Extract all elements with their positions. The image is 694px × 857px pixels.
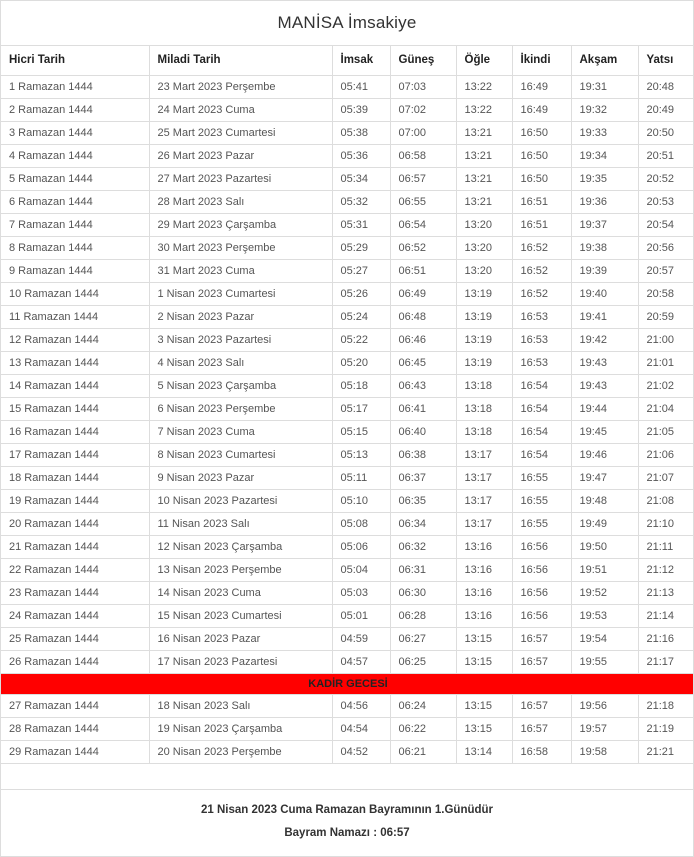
- table-row: [1, 443, 694, 466]
- table-cell: 19:48: [571, 489, 638, 512]
- table-cell: 06:25: [390, 650, 456, 673]
- table-cell: 06:34: [390, 512, 456, 535]
- table-cell: 13:18: [456, 420, 512, 443]
- table-cell: 1 Nisan 2023 Cumartesi: [149, 282, 332, 305]
- table-cell: 04:59: [332, 627, 390, 650]
- table-cell: 16:51: [512, 190, 571, 213]
- table-cell: 2 Ramazan 1444: [1, 98, 149, 121]
- table-row: [1, 190, 694, 213]
- table-cell: 05:31: [332, 213, 390, 236]
- table-cell: 13:18: [456, 397, 512, 420]
- table-row: [1, 213, 694, 236]
- table-cell: 19:43: [571, 374, 638, 397]
- table-cell: 16:56: [512, 581, 571, 604]
- table-cell: 16:54: [512, 397, 571, 420]
- table-cell: 5 Ramazan 1444: [1, 167, 149, 190]
- table-cell: 05:34: [332, 167, 390, 190]
- table-cell: 21:06: [638, 443, 694, 466]
- table-cell: 24 Ramazan 1444: [1, 604, 149, 627]
- table-cell: 23 Ramazan 1444: [1, 581, 149, 604]
- table-row: [1, 374, 694, 397]
- table-row: [1, 694, 694, 717]
- table-cell: 16:50: [512, 167, 571, 190]
- table-row: [1, 259, 694, 282]
- table-cell: 07:02: [390, 98, 456, 121]
- table-cell: 13 Ramazan 1444: [1, 351, 149, 374]
- table-cell: 20:52: [638, 167, 694, 190]
- table-cell: 16:53: [512, 328, 571, 351]
- table-cell: 16:55: [512, 466, 571, 489]
- table-cell: 16:56: [512, 535, 571, 558]
- table-cell: 16:57: [512, 694, 571, 717]
- table-row: [1, 351, 694, 374]
- table-cell: 16:54: [512, 374, 571, 397]
- table-cell: 3 Ramazan 1444: [1, 121, 149, 144]
- table-cell: 06:22: [390, 717, 456, 740]
- table-cell: 22 Ramazan 1444: [1, 558, 149, 581]
- table-cell: 16 Nisan 2023 Pazar: [149, 627, 332, 650]
- table-cell: 05:01: [332, 604, 390, 627]
- table-cell: 16:58: [512, 740, 571, 763]
- table-cell: 06:45: [390, 351, 456, 374]
- table-cell: 13:20: [456, 259, 512, 282]
- table-cell: 12 Ramazan 1444: [1, 328, 149, 351]
- table-cell: 13:22: [456, 98, 512, 121]
- table-cell: 28 Ramazan 1444: [1, 717, 149, 740]
- table-cell: 16:49: [512, 98, 571, 121]
- table-cell: 13:21: [456, 167, 512, 190]
- table-cell: 19:52: [571, 581, 638, 604]
- table-cell: 13:21: [456, 190, 512, 213]
- table-cell: 19:49: [571, 512, 638, 535]
- table-cell: 05:03: [332, 581, 390, 604]
- table-cell: 18 Nisan 2023 Salı: [149, 694, 332, 717]
- bottom-spacer: [1, 764, 693, 790]
- table-cell: 06:31: [390, 558, 456, 581]
- table-cell: 19:54: [571, 627, 638, 650]
- table-cell: 06:48: [390, 305, 456, 328]
- table-cell: 21:07: [638, 466, 694, 489]
- table-cell: 16:54: [512, 420, 571, 443]
- table-cell: 20:56: [638, 236, 694, 259]
- table-cell: 4 Nisan 2023 Salı: [149, 351, 332, 374]
- table-cell: 06:49: [390, 282, 456, 305]
- table-cell: 20:57: [638, 259, 694, 282]
- table-cell: 21:00: [638, 328, 694, 351]
- table-cell: 13:18: [456, 374, 512, 397]
- table-cell: 20:53: [638, 190, 694, 213]
- table-cell: 05:27: [332, 259, 390, 282]
- table-cell: 6 Nisan 2023 Perşembe: [149, 397, 332, 420]
- table-cell: 19:32: [571, 98, 638, 121]
- table-cell: 06:40: [390, 420, 456, 443]
- table-cell: 21:18: [638, 694, 694, 717]
- table-cell: 13:15: [456, 717, 512, 740]
- table-cell: 16:57: [512, 650, 571, 673]
- table-cell: 3 Nisan 2023 Pazartesi: [149, 328, 332, 351]
- bayram-day-note: 21 Nisan 2023 Cuma Ramazan Bayramının 1.Günüdür: [200, 804, 494, 816]
- table-cell: 16:53: [512, 351, 571, 374]
- column-header: İmsak: [332, 46, 390, 75]
- table-row: [1, 604, 694, 627]
- table-cell: 9 Ramazan 1444: [1, 259, 149, 282]
- table-row: [1, 512, 694, 535]
- table-cell: 21 Ramazan 1444: [1, 535, 149, 558]
- table-cell: 20:50: [638, 121, 694, 144]
- table-cell: 19:36: [571, 190, 638, 213]
- table-cell: 06:58: [390, 144, 456, 167]
- table-cell: 4 Ramazan 1444: [1, 144, 149, 167]
- table-cell: 21:11: [638, 535, 694, 558]
- table-cell: 05:41: [332, 75, 390, 98]
- table-cell: 7 Ramazan 1444: [1, 213, 149, 236]
- table-cell: 19:46: [571, 443, 638, 466]
- table-cell: 13 Nisan 2023 Perşembe: [149, 558, 332, 581]
- table-cell: 05:29: [332, 236, 390, 259]
- table-cell: 7 Nisan 2023 Cuma: [149, 420, 332, 443]
- column-header: Yatsı: [638, 46, 694, 75]
- table-row: [1, 75, 694, 98]
- table-cell: 19 Ramazan 1444: [1, 489, 149, 512]
- table-cell: 11 Nisan 2023 Salı: [149, 512, 332, 535]
- table-cell: 27 Ramazan 1444: [1, 694, 149, 717]
- table-cell: 13:17: [456, 443, 512, 466]
- table-cell: 20 Ramazan 1444: [1, 512, 149, 535]
- table-row: [1, 581, 694, 604]
- table-cell: 06:57: [390, 167, 456, 190]
- table-cell: 19:35: [571, 167, 638, 190]
- table-cell: 16:50: [512, 121, 571, 144]
- table-cell: 05:17: [332, 397, 390, 420]
- table-cell: 2 Nisan 2023 Pazar: [149, 305, 332, 328]
- table-cell: 19:53: [571, 604, 638, 627]
- table-row: [1, 236, 694, 259]
- table-cell: 17 Nisan 2023 Pazartesi: [149, 650, 332, 673]
- table-cell: 24 Mart 2023 Cuma: [149, 98, 332, 121]
- table-cell: 19:41: [571, 305, 638, 328]
- table-row: [1, 717, 694, 740]
- table-cell: 13:15: [456, 694, 512, 717]
- table-cell: 06:55: [390, 190, 456, 213]
- table-cell: 19:44: [571, 397, 638, 420]
- table-row: [1, 397, 694, 420]
- table-cell: 06:28: [390, 604, 456, 627]
- table-cell: 12 Nisan 2023 Çarşamba: [149, 535, 332, 558]
- table-cell: 20:59: [638, 305, 694, 328]
- table-cell: 30 Mart 2023 Perşembe: [149, 236, 332, 259]
- table-cell: 17 Ramazan 1444: [1, 443, 149, 466]
- table-cell: 13:19: [456, 328, 512, 351]
- table-cell: 13:21: [456, 144, 512, 167]
- table-cell: 19:40: [571, 282, 638, 305]
- table-cell: 16:55: [512, 489, 571, 512]
- table-cell: 21:12: [638, 558, 694, 581]
- table-cell: 05:08: [332, 512, 390, 535]
- table-row: [1, 558, 694, 581]
- table-cell: 8 Nisan 2023 Cumartesi: [149, 443, 332, 466]
- table-cell: 13:15: [456, 650, 512, 673]
- table-cell: 05:39: [332, 98, 390, 121]
- table-cell: 6 Ramazan 1444: [1, 190, 149, 213]
- table-cell: 21:01: [638, 351, 694, 374]
- table-cell: 16:53: [512, 305, 571, 328]
- table-cell: 16:56: [512, 604, 571, 627]
- table-cell: 13:21: [456, 121, 512, 144]
- table-cell: 13:19: [456, 282, 512, 305]
- table-cell: 20 Nisan 2023 Perşembe: [149, 740, 332, 763]
- table-cell: 19:37: [571, 213, 638, 236]
- table-row: [1, 627, 694, 650]
- table-cell: 06:54: [390, 213, 456, 236]
- table-row: [1, 282, 694, 305]
- table-row: [1, 535, 694, 558]
- table-cell: 05:18: [332, 374, 390, 397]
- table-cell: 21:10: [638, 512, 694, 535]
- table-cell: 13:15: [456, 627, 512, 650]
- kadir-gecesi-label: KADİR GECESİ: [1, 673, 694, 694]
- table-row: [1, 305, 694, 328]
- table-cell: 13:20: [456, 213, 512, 236]
- column-header: Akşam: [571, 46, 638, 75]
- table-cell: 07:00: [390, 121, 456, 144]
- table-cell: 20:51: [638, 144, 694, 167]
- table-cell: 21:05: [638, 420, 694, 443]
- table-cell: 13:16: [456, 558, 512, 581]
- table-cell: 5 Nisan 2023 Çarşamba: [149, 374, 332, 397]
- table-cell: 26 Ramazan 1444: [1, 650, 149, 673]
- table-cell: 19:31: [571, 75, 638, 98]
- table-cell: 06:27: [390, 627, 456, 650]
- table-cell: 16:52: [512, 282, 571, 305]
- bayram-namazi-time: Bayram Namazı : 06:57: [284, 827, 410, 839]
- table-cell: 26 Mart 2023 Pazar: [149, 144, 332, 167]
- table-cell: 21:08: [638, 489, 694, 512]
- table-cell: 06:35: [390, 489, 456, 512]
- table-cell: 05:32: [332, 190, 390, 213]
- table-cell: 19:57: [571, 717, 638, 740]
- table-cell: 21:02: [638, 374, 694, 397]
- table-cell: 19:38: [571, 236, 638, 259]
- table-cell: 06:21: [390, 740, 456, 763]
- table-cell: 25 Mart 2023 Cumartesi: [149, 121, 332, 144]
- table-cell: 19:58: [571, 740, 638, 763]
- table-cell: 18 Ramazan 1444: [1, 466, 149, 489]
- table-cell: 19:39: [571, 259, 638, 282]
- table-cell: 31 Mart 2023 Cuma: [149, 259, 332, 282]
- table-cell: 05:06: [332, 535, 390, 558]
- table-cell: 27 Mart 2023 Pazartesi: [149, 167, 332, 190]
- table-cell: 20:48: [638, 75, 694, 98]
- table-cell: 8 Ramazan 1444: [1, 236, 149, 259]
- table-row: [1, 98, 694, 121]
- table-cell: 04:57: [332, 650, 390, 673]
- table-cell: 20:54: [638, 213, 694, 236]
- table-cell: 19:55: [571, 650, 638, 673]
- header-row: [1, 46, 694, 75]
- table-cell: 19:47: [571, 466, 638, 489]
- table-cell: 16:56: [512, 558, 571, 581]
- table-cell: 04:52: [332, 740, 390, 763]
- table-cell: 21:13: [638, 581, 694, 604]
- table-cell: 16 Ramazan 1444: [1, 420, 149, 443]
- table-cell: 16:57: [512, 627, 571, 650]
- table-cell: 06:37: [390, 466, 456, 489]
- table-cell: 19:50: [571, 535, 638, 558]
- table-cell: 16:52: [512, 236, 571, 259]
- table-cell: 05:04: [332, 558, 390, 581]
- table-cell: 21:04: [638, 397, 694, 420]
- table-cell: 21:17: [638, 650, 694, 673]
- table-cell: 04:56: [332, 694, 390, 717]
- column-header: Öğle: [456, 46, 512, 75]
- table-cell: 05:11: [332, 466, 390, 489]
- table-cell: 13:22: [456, 75, 512, 98]
- table-cell: 20:58: [638, 282, 694, 305]
- table-cell: 23 Mart 2023 Perşembe: [149, 75, 332, 98]
- table-cell: 05:10: [332, 489, 390, 512]
- table-cell: 14 Ramazan 1444: [1, 374, 149, 397]
- footer: [1, 789, 693, 856]
- table-cell: 9 Nisan 2023 Pazar: [149, 466, 332, 489]
- table-cell: 04:54: [332, 717, 390, 740]
- table-cell: 21:21: [638, 740, 694, 763]
- table-cell: 21:16: [638, 627, 694, 650]
- table-cell: 25 Ramazan 1444: [1, 627, 149, 650]
- column-header: Hicri Tarih: [1, 46, 149, 75]
- table-cell: 16:50: [512, 144, 571, 167]
- table-cell: 06:51: [390, 259, 456, 282]
- table-cell: 19:43: [571, 351, 638, 374]
- table-row: [1, 466, 694, 489]
- table-cell: 05:24: [332, 305, 390, 328]
- table-row: [1, 121, 694, 144]
- table-cell: 06:30: [390, 581, 456, 604]
- table-row: [1, 650, 694, 673]
- table-cell: 15 Ramazan 1444: [1, 397, 149, 420]
- table-cell: 06:38: [390, 443, 456, 466]
- table-cell: 19:56: [571, 694, 638, 717]
- table-cell: 13:17: [456, 466, 512, 489]
- table-cell: 06:32: [390, 535, 456, 558]
- kadir-gecesi-banner: [1, 673, 694, 694]
- table-cell: 16:52: [512, 259, 571, 282]
- table-cell: 28 Mart 2023 Salı: [149, 190, 332, 213]
- table-cell: 05:38: [332, 121, 390, 144]
- table-cell: 16:54: [512, 443, 571, 466]
- table-cell: 06:52: [390, 236, 456, 259]
- table-cell: 10 Nisan 2023 Pazartesi: [149, 489, 332, 512]
- table-cell: 21:19: [638, 717, 694, 740]
- table-cell: 19:33: [571, 121, 638, 144]
- table-cell: 19:34: [571, 144, 638, 167]
- table-cell: 06:43: [390, 374, 456, 397]
- table-cell: 13:19: [456, 351, 512, 374]
- table-row: [1, 167, 694, 190]
- table-cell: 05:13: [332, 443, 390, 466]
- table-cell: 29 Ramazan 1444: [1, 740, 149, 763]
- table-row: [1, 144, 694, 167]
- table-cell: 16:49: [512, 75, 571, 98]
- table-row: [1, 489, 694, 512]
- table-cell: 05:15: [332, 420, 390, 443]
- table-row: [1, 740, 694, 763]
- table-cell: 10 Ramazan 1444: [1, 282, 149, 305]
- table-cell: 06:24: [390, 694, 456, 717]
- table-cell: 05:36: [332, 144, 390, 167]
- table-body: [1, 75, 694, 763]
- table-cell: 1 Ramazan 1444: [1, 75, 149, 98]
- prayer-times-table: [1, 46, 694, 764]
- table-cell: 14 Nisan 2023 Cuma: [149, 581, 332, 604]
- table-cell: 19 Nisan 2023 Çarşamba: [149, 717, 332, 740]
- table-cell: 16:57: [512, 717, 571, 740]
- table-cell: 13:16: [456, 535, 512, 558]
- table-cell: 13:17: [456, 489, 512, 512]
- table-cell: 13:20: [456, 236, 512, 259]
- table-cell: 11 Ramazan 1444: [1, 305, 149, 328]
- table-cell: 21:14: [638, 604, 694, 627]
- page-title: MANİSA İmsakiye: [1, 1, 693, 46]
- table-cell: 13:16: [456, 604, 512, 627]
- table-cell: 19:51: [571, 558, 638, 581]
- table-cell: 05:26: [332, 282, 390, 305]
- table-row: [1, 328, 694, 351]
- column-header: Miladi Tarih: [149, 46, 332, 75]
- table-cell: 15 Nisan 2023 Cumartesi: [149, 604, 332, 627]
- table-cell: 19:45: [571, 420, 638, 443]
- table-cell: 13:14: [456, 740, 512, 763]
- table-cell: 19:42: [571, 328, 638, 351]
- table-cell: 13:16: [456, 581, 512, 604]
- table-cell: 16:55: [512, 512, 571, 535]
- table-cell: 29 Mart 2023 Çarşamba: [149, 213, 332, 236]
- table-cell: 07:03: [390, 75, 456, 98]
- table-row: [1, 420, 694, 443]
- table-cell: 20:49: [638, 98, 694, 121]
- table-cell: 06:41: [390, 397, 456, 420]
- table-cell: 16:51: [512, 213, 571, 236]
- table-cell: 05:20: [332, 351, 390, 374]
- column-header: İkindi: [512, 46, 571, 75]
- column-header: Güneş: [390, 46, 456, 75]
- table-cell: 13:19: [456, 305, 512, 328]
- table-cell: 13:17: [456, 512, 512, 535]
- table-cell: 05:22: [332, 328, 390, 351]
- table-cell: 06:46: [390, 328, 456, 351]
